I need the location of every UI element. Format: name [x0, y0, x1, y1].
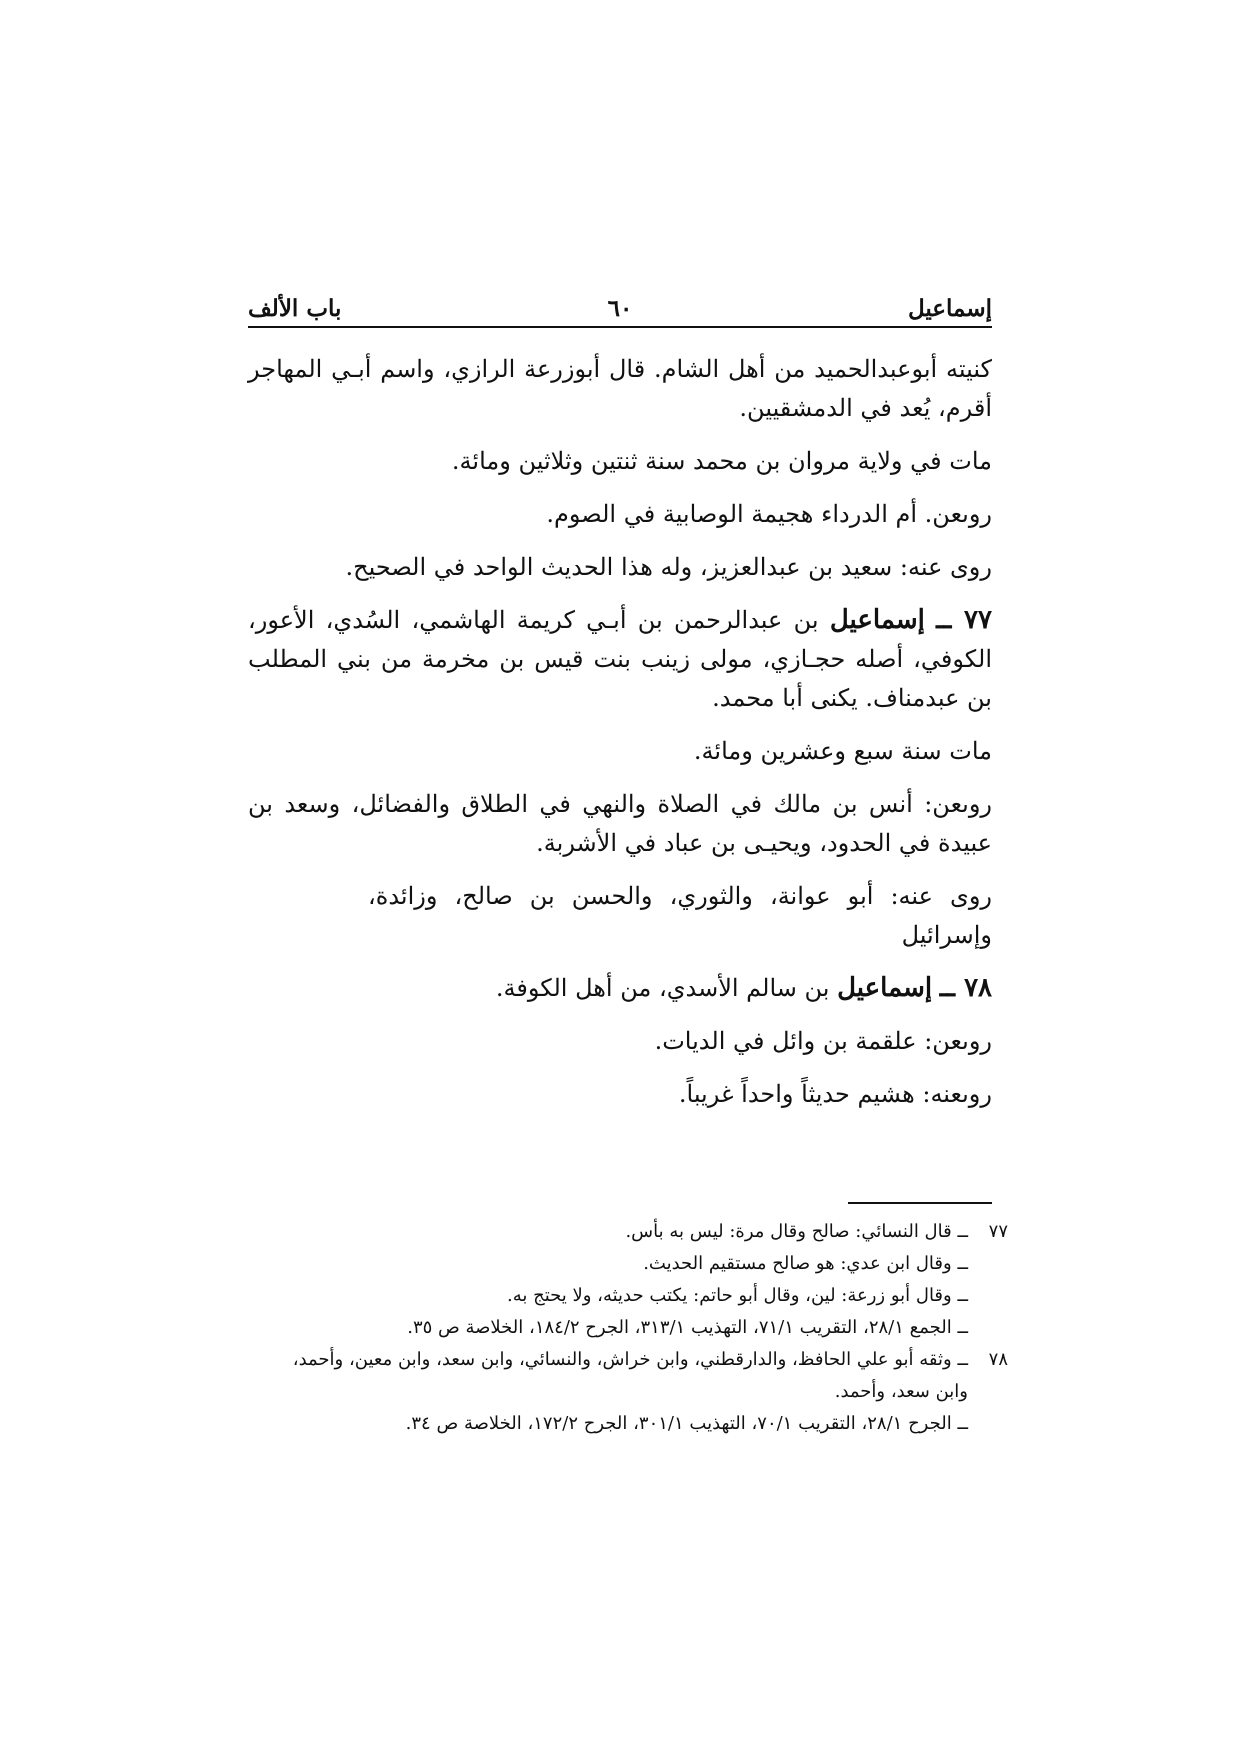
header-section-title: إسماعيل	[907, 295, 992, 322]
footnote-line	[248, 1312, 1008, 1344]
footnote-text: ــ الجمع ٢٨/١، التقريب ٧١/١، التهذيب ٣١٣/١، الجرح ١٨٤/٢، الخلاصة ص ٣٥.	[407, 1317, 968, 1338]
paragraph: كنيته أبوعبدالحميد من أهل الشام. قال أبوزرعة الرازي، واسم أبـي المهاجر أقرم، يُعد في الدمشقيين.	[248, 355, 992, 422]
footnote-line	[248, 1376, 1008, 1408]
footnote-number: ٧٨	[988, 1349, 1008, 1370]
paragraph: مات في ولاية مروان بن محمد سنة ثنتين وثلاثين ومائة.	[451, 447, 992, 475]
footnotes	[248, 1216, 1008, 1440]
header-chapter-title: باب الألف	[248, 295, 342, 322]
entry-text: بن سالم الأسدي، من أهل الكوفة.	[495, 974, 830, 1002]
entry-78	[248, 969, 992, 1008]
entry-name: إسماعيل	[829, 605, 925, 635]
entry-text: بن عبدالرحمن بن أبـي كريمة الهاشمي، السُدي، الأعور، الكوفي، أصله حجـازي، مولى زينب بنت قيس بن مخرمة من بني المطلب بن عبدمناف. يكنى أبا محمد.	[248, 606, 992, 712]
footnote-line	[248, 1248, 1008, 1280]
footnote-rule	[848, 1202, 992, 1204]
paragraph: روىعن: علقمة بن وائل في الديات.	[654, 1027, 992, 1055]
footnote-text: ــ وثقه أبو علي الحافظ، والدارقطني، وابن خراش، والنسائي، وابن سعد، وابن معين، وأحمد،	[292, 1349, 968, 1370]
paragraph: روىعن. أم الدرداء هجيمة الوصابية في الصوم.	[546, 500, 992, 528]
page-header	[248, 282, 992, 322]
header-rule	[248, 326, 992, 328]
paragraph: مات سنة سبع وعشرين ومائة.	[693, 737, 992, 765]
footnote-line	[248, 1216, 1008, 1248]
footnote-text: ــ وقال ابن عدي: هو صالح مستقيم الحديث.	[643, 1253, 968, 1274]
entry-number: ٧٧ ــ	[936, 605, 992, 635]
footnote-text: ــ الجرح ٢٨/١، التقريب ٧٠/١، التهذيب ٣٠١/١، الجرح ١٧٢/٢، الخلاصة ص ٣٤.	[405, 1413, 968, 1434]
page-number: ٦٠	[607, 295, 633, 322]
footnote-line	[248, 1408, 1008, 1440]
footnote-text: ــ قال النسائي: صالح وقال مرة: ليس به بأس.	[625, 1221, 968, 1242]
paragraph: روى عنه: سعيد بن عبدالعزيز، وله هذا الحديث الواحد في الصحيح.	[345, 553, 992, 581]
paragraph: روى عنه: أبو عوانة، والثوري، والحسن بن صالح، وزائدة، وإسرائيل	[368, 882, 992, 949]
footnote-text: ــ وقال أبو زرعة: لين، وقال أبو حاتم: يكتب حديثه، ولا يحتج به.	[506, 1285, 968, 1306]
entry-number: ٧٨ ــ	[939, 973, 992, 1003]
main-text	[248, 350, 992, 1128]
paragraph: روىعنه: هشيم حديثاً واحداً غريباً.	[678, 1080, 992, 1108]
footnote-line	[248, 1280, 1008, 1312]
entry-77	[248, 601, 992, 718]
entry-name: إسماعيل	[837, 973, 933, 1003]
footnote-line	[248, 1344, 1008, 1376]
paragraph: روىعن: أنس بن مالك في الصلاة والنهي في الطلاق والفضائل، وسعد بن عبيدة في الحدود، ويحيـى بن عباد في الأشربة.	[248, 790, 993, 857]
footnote-number: ٧٧	[988, 1221, 1008, 1242]
footnote-text: وابن سعد، وأحمد.	[834, 1381, 968, 1402]
